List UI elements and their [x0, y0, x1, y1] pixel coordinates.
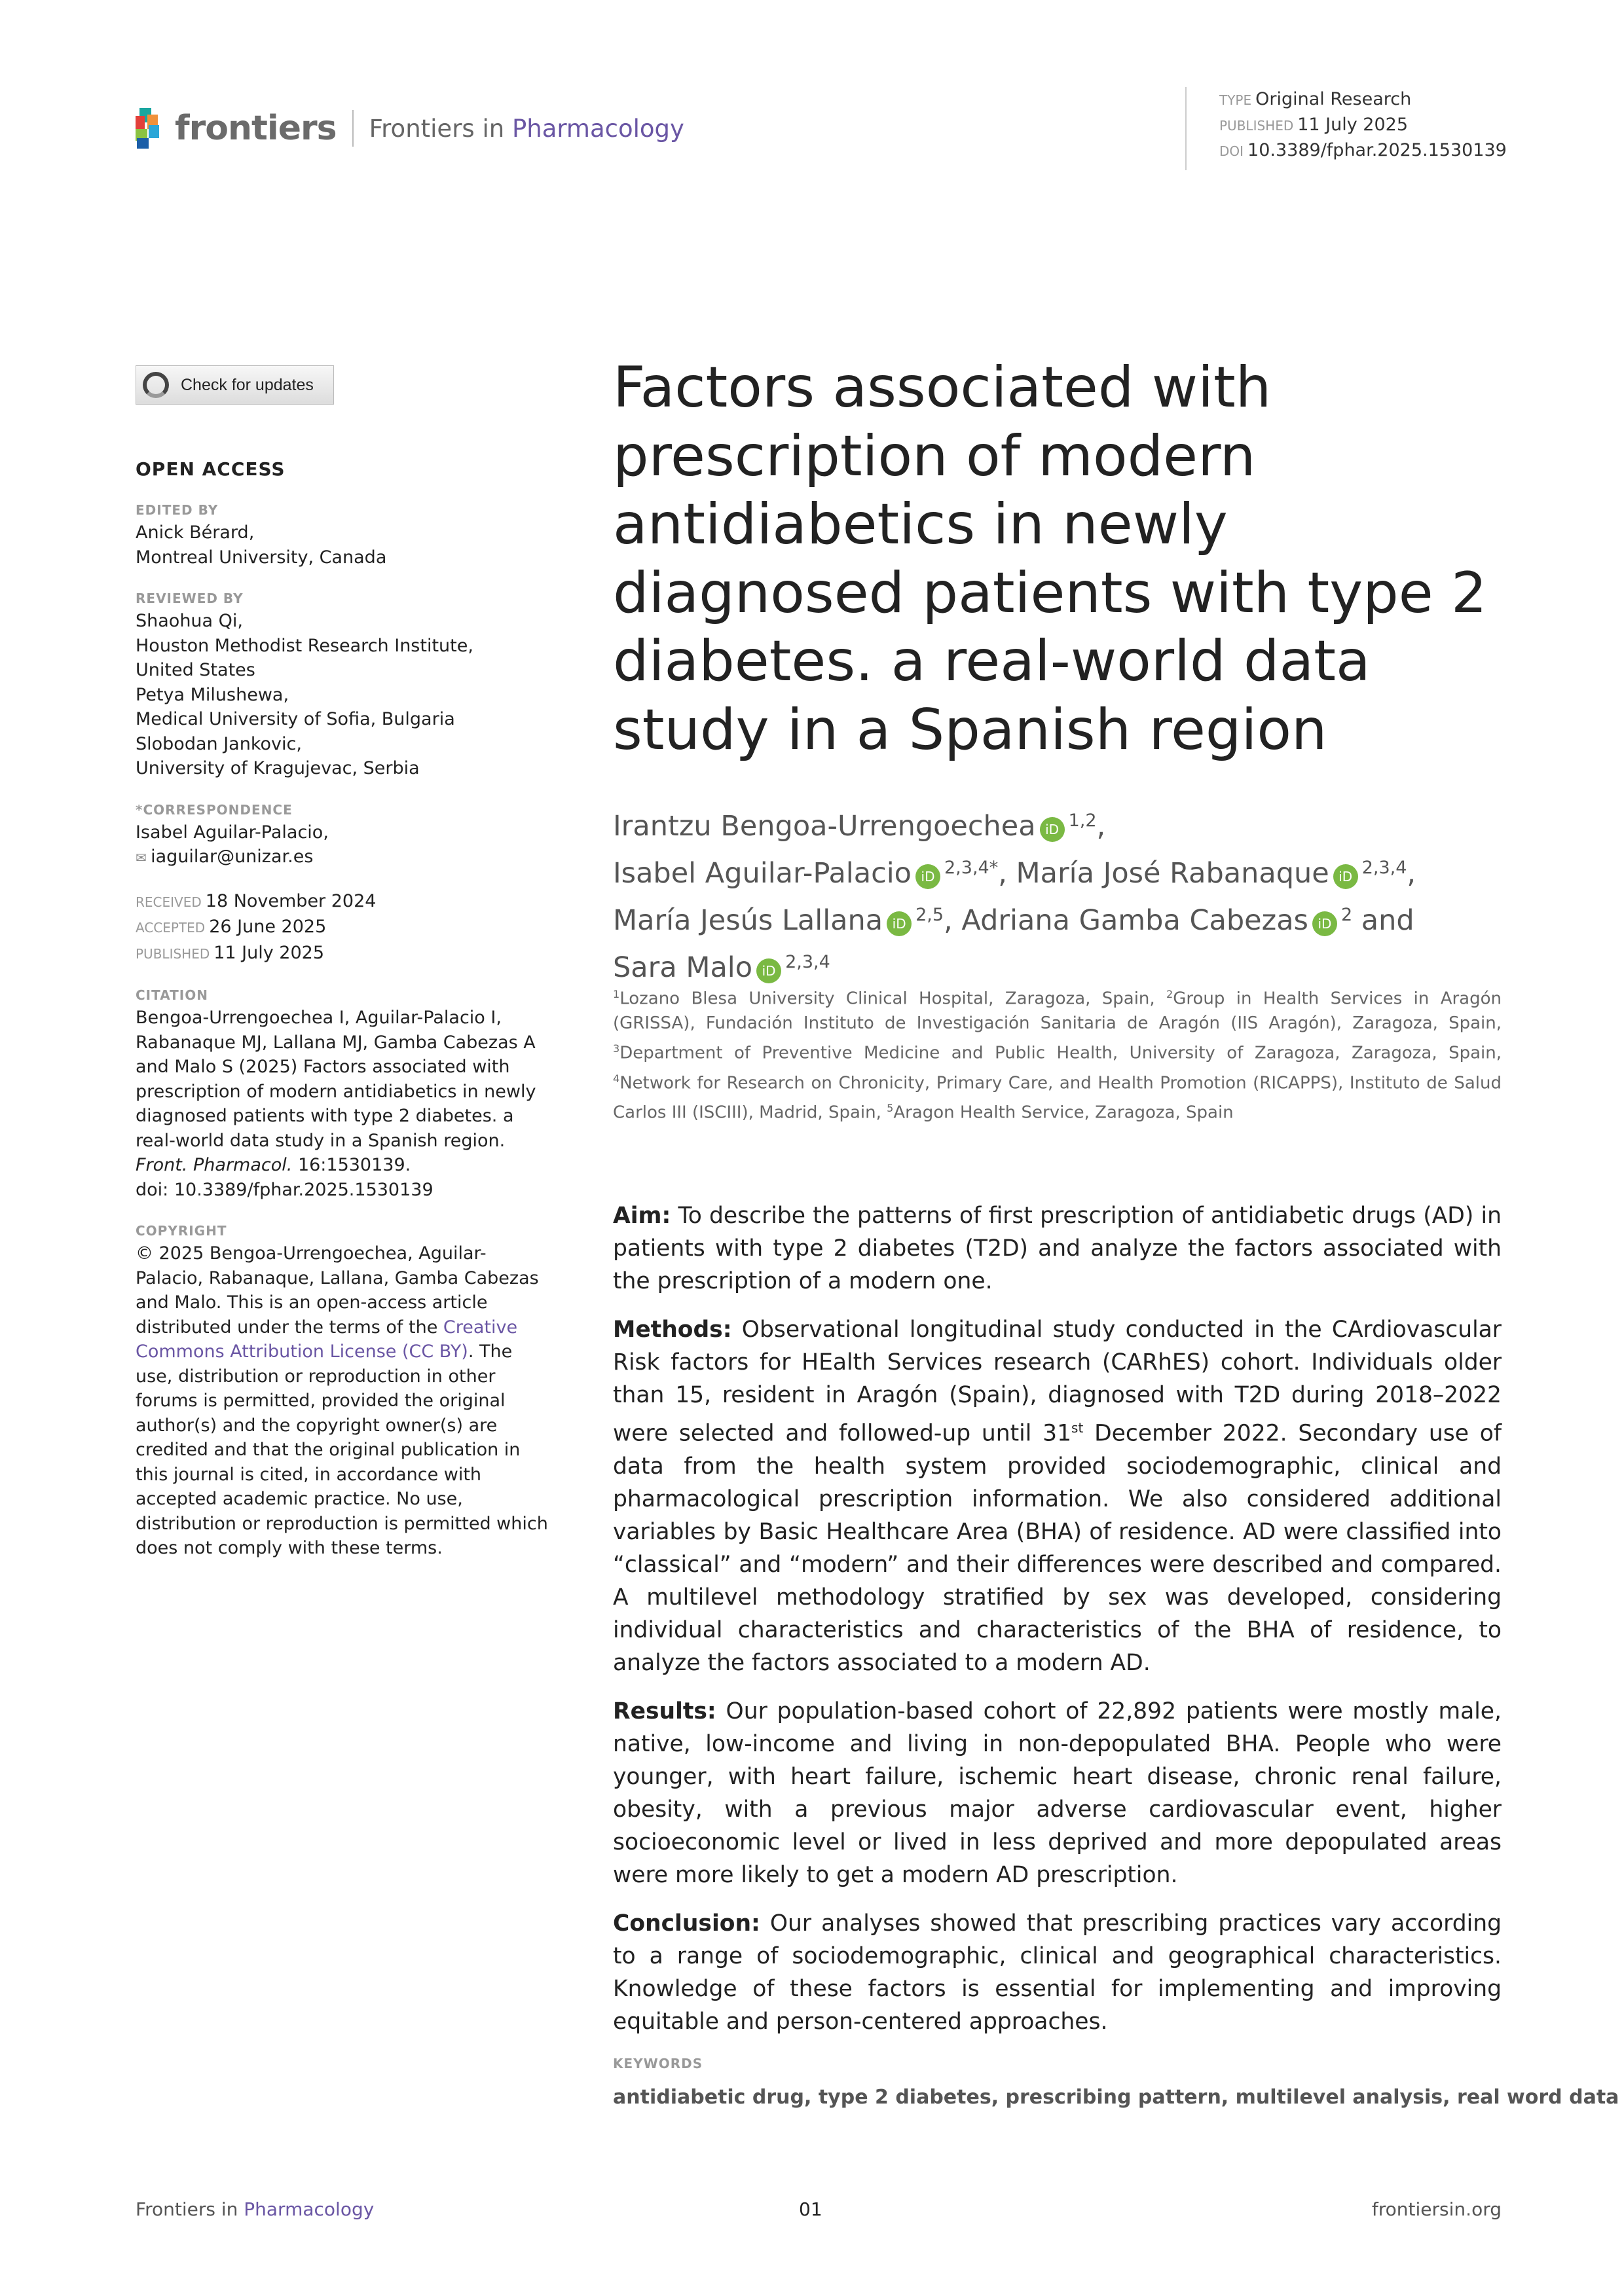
accepted-date: 26 June 2025 — [209, 917, 327, 937]
orcid-icon[interactable]: iD — [915, 864, 940, 889]
author-list: Irantzu Bengoa-Urrengoechea iD $^{1,2}$, Isabel Aguilar-Palacio iD $^{2,3,4*}$, María José Rabanaque iD $^{2,3,4}$, María Jesús Lallana iD $^{2,5}$, Adriana Gamba Cabezas iD $^2$ and Sara Malo iD $^{2,3,4}$ — [613, 810, 1416, 984]
abstract-results: Results: Our population-based cohort of 22,892 patients were mostly male, native, low-income and living in non-depopulated BHA. People who were younger, with heart failure, ischemic heart disease, chronic renal failure, obesity, with a previous major adverse cardiovascular event, higher socioeconomic level or lived in less deprived and more depopulated areas were more likely to get a modern AD prescription. — [613, 1698, 1502, 1888]
author-affiliation-sup: 2 — [1340, 905, 1353, 925]
reviewer-line: Shaohua Qi, — [136, 611, 244, 631]
author[interactable]: Irantzu Bengoa-Urrengoechea — [613, 810, 1036, 843]
reviewer-line: Slobodan Jankovic, — [136, 733, 302, 754]
editor-name: Anick Bérard, — [136, 522, 255, 543]
frontiers-logo[interactable] — [136, 108, 684, 149]
check-for-updates-button[interactable] — [136, 365, 334, 405]
author[interactable]: María José Rabanaque — [1016, 857, 1329, 890]
reviewed-by-label: REVIEWED BY — [136, 591, 244, 606]
email-icon: ✉ — [136, 850, 151, 866]
orcid-icon[interactable]: iD — [1040, 817, 1065, 842]
copyright-section — [136, 1220, 548, 1561]
journal-prefix: Frontiers in — [369, 114, 505, 143]
article-type — [1219, 87, 1507, 113]
correspondence-email — [136, 845, 548, 871]
abstract-aim: Aim: To describe the patterns of first prescription of antidiabetic drugs (AD) in patients with type 2 diabetes (T2D) and analyze the factors associated with the prescription of a modern one. — [613, 1203, 1502, 1294]
author[interactable]: María Jesús Lallana — [613, 904, 883, 937]
type-label: TYPE — [1219, 92, 1252, 108]
article-published — [1219, 113, 1507, 138]
author-affiliation-sup: 2,3,4 — [1361, 858, 1407, 878]
doi-label: DOI — [1219, 143, 1244, 159]
author-affiliation-sup: 2,5 — [915, 905, 944, 925]
received-date: 18 November 2024 — [205, 890, 377, 911]
footer-site-link[interactable]: frontiersin.org — [1371, 2198, 1502, 2220]
check-updates-label: Check for updates — [181, 375, 314, 394]
article-meta — [1185, 87, 1507, 170]
affiliation-number: 1 — [613, 988, 620, 1000]
copyright-text: © 2025 Bengoa-Urrengoechea, Aguilar-Palacio, Rabanaque, Lallana, Gamba Cabezas and Malo. This is an open-access article distributed under the terms of the Creative Commons Attribution License (CC BY). The use, distribution or reproduction in other forums is permitted, provided the original author(s) and the copyright owner(s) are credited and that the original publication in this journal is cited, in accordance with accepted academic practice. No use, distribution or reproduction is permitted which does not comply with these terms. — [136, 1243, 548, 1558]
doi-value[interactable]: 10.3389/fphar.2025.1530139 — [1247, 140, 1507, 160]
affiliation-number: 4 — [613, 1072, 620, 1085]
correspondence-section — [136, 799, 548, 871]
dates-section — [136, 889, 548, 967]
editor-affiliation: Montreal University, Canada — [136, 547, 387, 568]
affiliation: Aragon Health Service, Zaragoza, Spain — [893, 1102, 1234, 1123]
affiliation: Department of Preventive Medicine and Public Health, University of Zaragoza, Zaragoza, Spain, — [619, 1043, 1502, 1063]
logo-text: frontiers — [175, 109, 337, 148]
author-affiliation-sup: 1,2 — [1068, 811, 1097, 831]
sidebar — [136, 458, 548, 1579]
open-access-label: OPEN ACCESS — [136, 458, 286, 480]
abstract-methods: Methods: Observational longitudinal study conducted in the CArdiovascular Risk factors for HEalth Services research (CARhES) cohort. Individuals older than 15, resident in Aragón (Spain), diagnosed with T2D during 2018–2022 were selected and followed-up until 31st December 2022. Secondary use of data from the health system provided sociodemographic, clinical and pharmacological prescription information. We also considered additional variables by Basic Healthcare Area (BHA) of residence. AD were classified into “classical” and “modern” and their differences were described and compared. A multilevel methodology stratified by sex was developed, considering individual characteristics and characteristics of the BHA of residence, to analyze the factors associated to a modern AD. — [613, 1317, 1502, 1676]
accepted-label: ACCEPTED — [136, 920, 206, 936]
reviewer-line: Petya Milushewa, — [136, 684, 289, 705]
journal-name — [369, 115, 684, 143]
page-number: 01 — [799, 2198, 822, 2220]
correspondence-name: Isabel Aguilar-Palacio, — [136, 822, 329, 843]
reviewer-line: Medical University of Sofia, Bulgaria — [136, 709, 455, 729]
citation-section — [136, 985, 548, 1202]
citation-label: CITATION — [136, 987, 208, 1003]
affiliation-number: 5 — [887, 1102, 894, 1115]
author[interactable]: Isabel Aguilar-Palacio — [613, 857, 912, 890]
reviewer-line: United States — [136, 660, 255, 680]
license-link[interactable]: Creative Commons Attribution License (CC BY) — [136, 1317, 518, 1362]
reviewer-line: Houston Methodist Research Institute, — [136, 635, 473, 656]
abstract-conclusion: Conclusion: Our analyses showed that prescribing practices vary according to a range of sociodemographic, clinical and geographical characteristics. Knowledge of these factors is essential for implementing and improving equitable and person-centered approaches. — [613, 1910, 1502, 2035]
affiliation-number: 3 — [613, 1042, 620, 1055]
footer-journal[interactable]: Frontiers in Pharmacology — [136, 2198, 375, 2220]
email-link[interactable]: iaguilar@unizar.es — [151, 847, 314, 867]
journal-title: Pharmacology — [511, 114, 684, 143]
author-affiliation-sup: 2,3,4* — [944, 858, 999, 878]
frontiers-logo-icon — [136, 108, 167, 149]
edited-by-label: EDITED BY — [136, 502, 219, 518]
correspondence-label: *CORRESPONDENCE — [136, 801, 293, 818]
received-label: RECEIVED — [136, 894, 202, 910]
author[interactable]: Adriana Gamba Cabezas — [961, 904, 1308, 937]
published-date: 11 July 2025 — [213, 942, 325, 963]
orcid-icon[interactable]: iD — [1333, 864, 1358, 889]
reviewer-line: University of Kragujevac, Serbia — [136, 758, 420, 778]
keywords: antidiabetic drug, type 2 diabetes, prescribing pattern, multilevel analysis, real word data — [613, 2086, 1619, 2109]
bookmark-icon — [143, 372, 169, 398]
published-value: 11 July 2025 — [1297, 115, 1409, 135]
affiliation: Network for Research on Chronicity, Primary Care, and Health Promotion (RICAPPS), Instituto de Salud Carlos III (ISCIII), Madrid, Spain, — [613, 1073, 1502, 1123]
published-label: PUBLISHED — [136, 945, 210, 962]
type-value: Original Research — [1255, 89, 1412, 109]
article-doi — [1219, 138, 1507, 164]
divider — [352, 110, 354, 147]
reviewed-by-section — [136, 588, 548, 781]
author[interactable]: Sara Malo — [613, 951, 753, 984]
affiliation: Lozano Blesa University Clinical Hospital, Zaragoza, Spain, — [619, 989, 1167, 1009]
keywords-label: KEYWORDS — [613, 2056, 703, 2071]
edited-by-section — [136, 500, 548, 570]
published-label: PUBLISHED — [1219, 118, 1294, 134]
orcid-icon[interactable]: iD — [1312, 911, 1337, 936]
affiliation-number: 2 — [1166, 988, 1173, 1000]
author-affiliation-sup: 2,3,4 — [785, 952, 830, 972]
affiliation: Group in Health Services in Aragón (GRISSA), Fundación Instituto de Investigación Sanitaria de Aragón (IIS Aragón), Zaragoza, Spain, — [613, 989, 1502, 1034]
citation-text: Bengoa-Urrengoechea I, Aguilar-Palacio I, Rabanaque MJ, Lallana MJ, Gamba Cabezas A and Malo S (2025) Factors associated with prescription of modern antidiabetics in newly diagnosed patients with type 2 diabetes. a real-world data study in a Spanish region. Front. Pharmacol. 16:1530139. doi: 10.3389/fphar.2025.1530139 — [136, 1008, 536, 1200]
article-title: Factors associated with prescription of modern antidiabetics in newly diagnosed patients with type 2 diabetes. a real-world data study in a Spanish region — [613, 355, 1487, 763]
abstract — [613, 1199, 1502, 2054]
copyright-label: COPYRIGHT — [136, 1223, 227, 1239]
affiliations — [613, 982, 1502, 1126]
orcid-icon[interactable]: iD — [756, 958, 781, 983]
orcid-icon[interactable]: iD — [887, 911, 912, 936]
